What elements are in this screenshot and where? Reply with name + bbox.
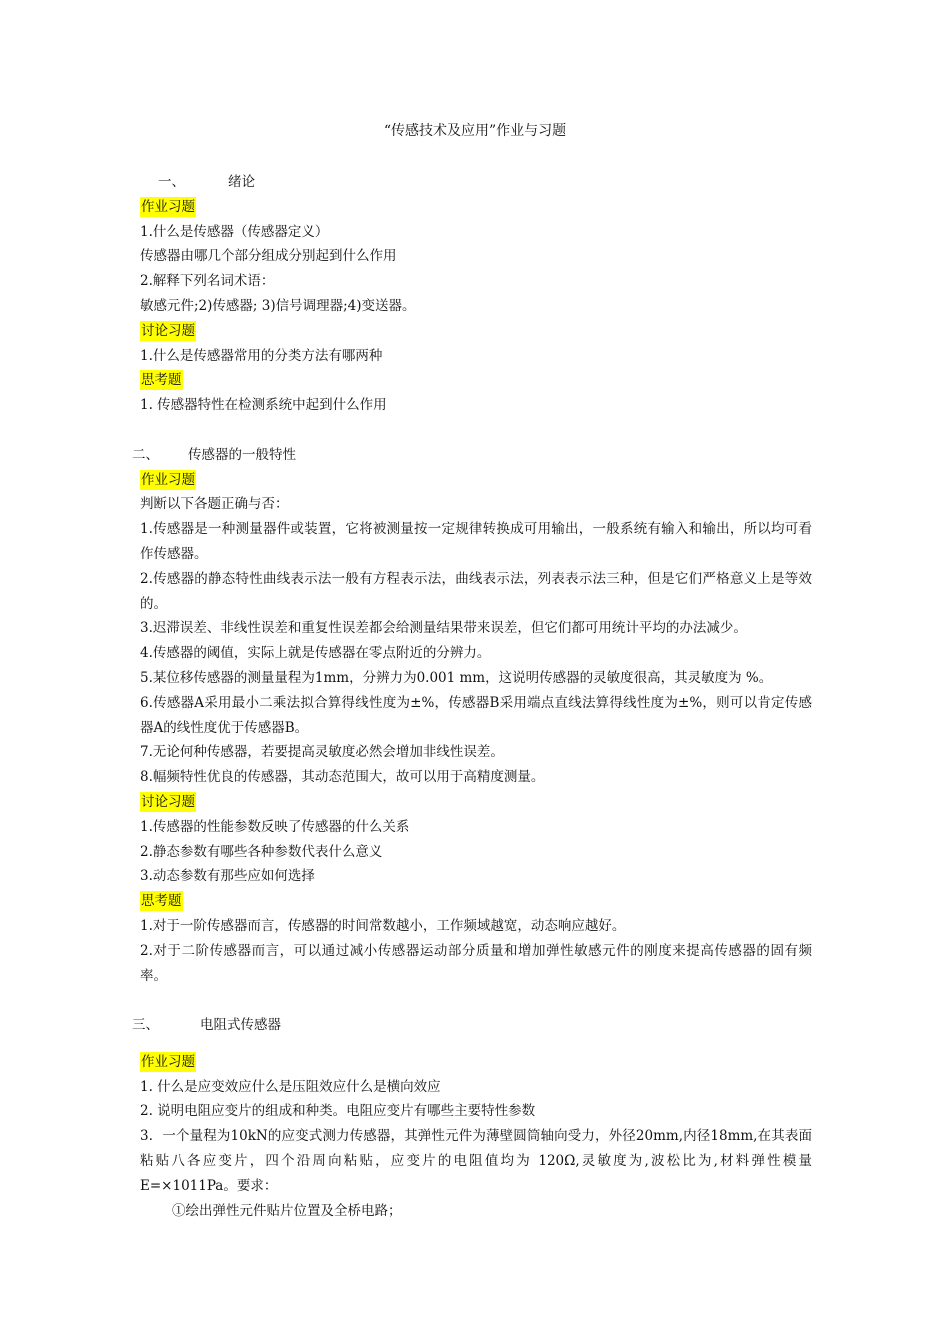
list-subitem: ①绘出弹性元件贴片位置及全桥电路； [172, 1202, 402, 1219]
list-item: 3.迟滞误差、非线性误差和重复性误差都会给测量结果带来误差，但它们都可用统计平均的办法减少。 [140, 620, 747, 637]
list-item: 2.传感器的静态特性曲线表示法一般有方程表示法，曲线表示法，列表表示法三种，但是它们严格意义上是等效的。 [140, 570, 812, 612]
list-item: 判断以下各题正确与否： [140, 496, 289, 513]
list-item: 2. 说明电阻应变片的组成和种类。电阻应变片有哪些主要特性参数 [140, 1103, 536, 1120]
document-title: “传感技术及应用”作业与习题 [383, 123, 567, 139]
document-body [132, 170, 812, 1223]
section-number: 二、 [132, 446, 159, 463]
section-name: 传感器的一般特性 [188, 446, 296, 463]
section-heading-2 [132, 443, 812, 468]
highlight-label: 作业习题 [141, 1053, 195, 1070]
section-heading-1 [140, 170, 812, 195]
list-item: 2.对于二阶传感器而言，可以通过减小传感器运动部分质量和增加弹性敏感元件的刚度来提高传感器的固有频率。 [140, 942, 812, 984]
list-item: 1.传感器的性能参数反映了传感器的什么关系 [140, 818, 410, 835]
list-item: 1.什么是传感器（传感器定义） [140, 223, 329, 240]
section-number: 一、 [158, 174, 185, 190]
list-item: 1. 什么是应变效应什么是压阻效应什么是横向效应 [140, 1078, 441, 1095]
list-item: 1.对于一阶传感器而言，传感器的时间常数越小，工作频域越宽，动态响应越好。 [140, 917, 626, 934]
list-item: 2.静态参数有哪些各种参数代表什么意义 [140, 843, 383, 860]
list-item: 5.某位移传感器的测量量程为1mm，分辨力为0.001 mm，这说明传感器的灵敏度很高，其灵敏度为 %。 [140, 669, 773, 686]
highlight-label: 讨论习题 [141, 322, 195, 339]
list-item: 4.传感器的阈值，实际上就是传感器在零点附近的分辨力。 [140, 645, 491, 662]
list-item: 6.传感器A采用最小二乘法拟合算得线性度为±%，传感器B采用端点直线法算得线性度为±%，则可以肯定传感器A的线性度优于传感器B。 [140, 694, 812, 736]
section-name: 电阻式传感器 [200, 1017, 281, 1034]
list-item: 3.动态参数有那些应如何选择 [140, 868, 315, 885]
list-item: 传感器由哪几个部分组成分别起到什么作用 [140, 248, 397, 265]
list-item: 8.幅频特性优良的传感器，其动态范围大，故可以用于高精度测量。 [140, 769, 545, 786]
list-item: 3．一个量程为10kN的应变式测力传感器，其弹性元件为薄壁圆筒轴向受力，外径20mm,内径18mm,在其表面粘贴八各应变片，四个沿周向粘贴，应变片的电阻值均为 120Ω,灵敏度为,波松比为,材料弹性模量E=×1011Pa。要求： [140, 1128, 812, 1194]
list-item: 1.什么是传感器常用的分类方法有哪两种 [140, 347, 383, 364]
section-number: 三、 [132, 1017, 159, 1034]
list-item: 1.传感器是一种测量器件或装置，它将被测量按一定规律转换成可用输出，一般系统有输入和输出，所以均可看作传感器。 [140, 521, 812, 562]
highlight-label: 思考题 [141, 372, 182, 389]
list-item: 敏感元件;2)传感器; 3)信号调理器;4)变送器。 [140, 297, 416, 314]
list-item: 7.无论何种传感器，若要提高灵敏度必然会增加非线性误差。 [140, 744, 504, 761]
highlight-label: 作业习题 [141, 198, 195, 215]
section-heading-3 [132, 1013, 812, 1038]
section-name: 绪论 [228, 174, 255, 190]
list-item: 2.解释下列名词术语： [140, 273, 275, 290]
highlight-label: 思考题 [141, 893, 182, 910]
list-item: 1. 传感器特性在检测系统中起到什么作用 [140, 397, 387, 414]
highlight-label: 讨论习题 [141, 793, 195, 810]
highlight-label: 作业习题 [141, 471, 195, 488]
